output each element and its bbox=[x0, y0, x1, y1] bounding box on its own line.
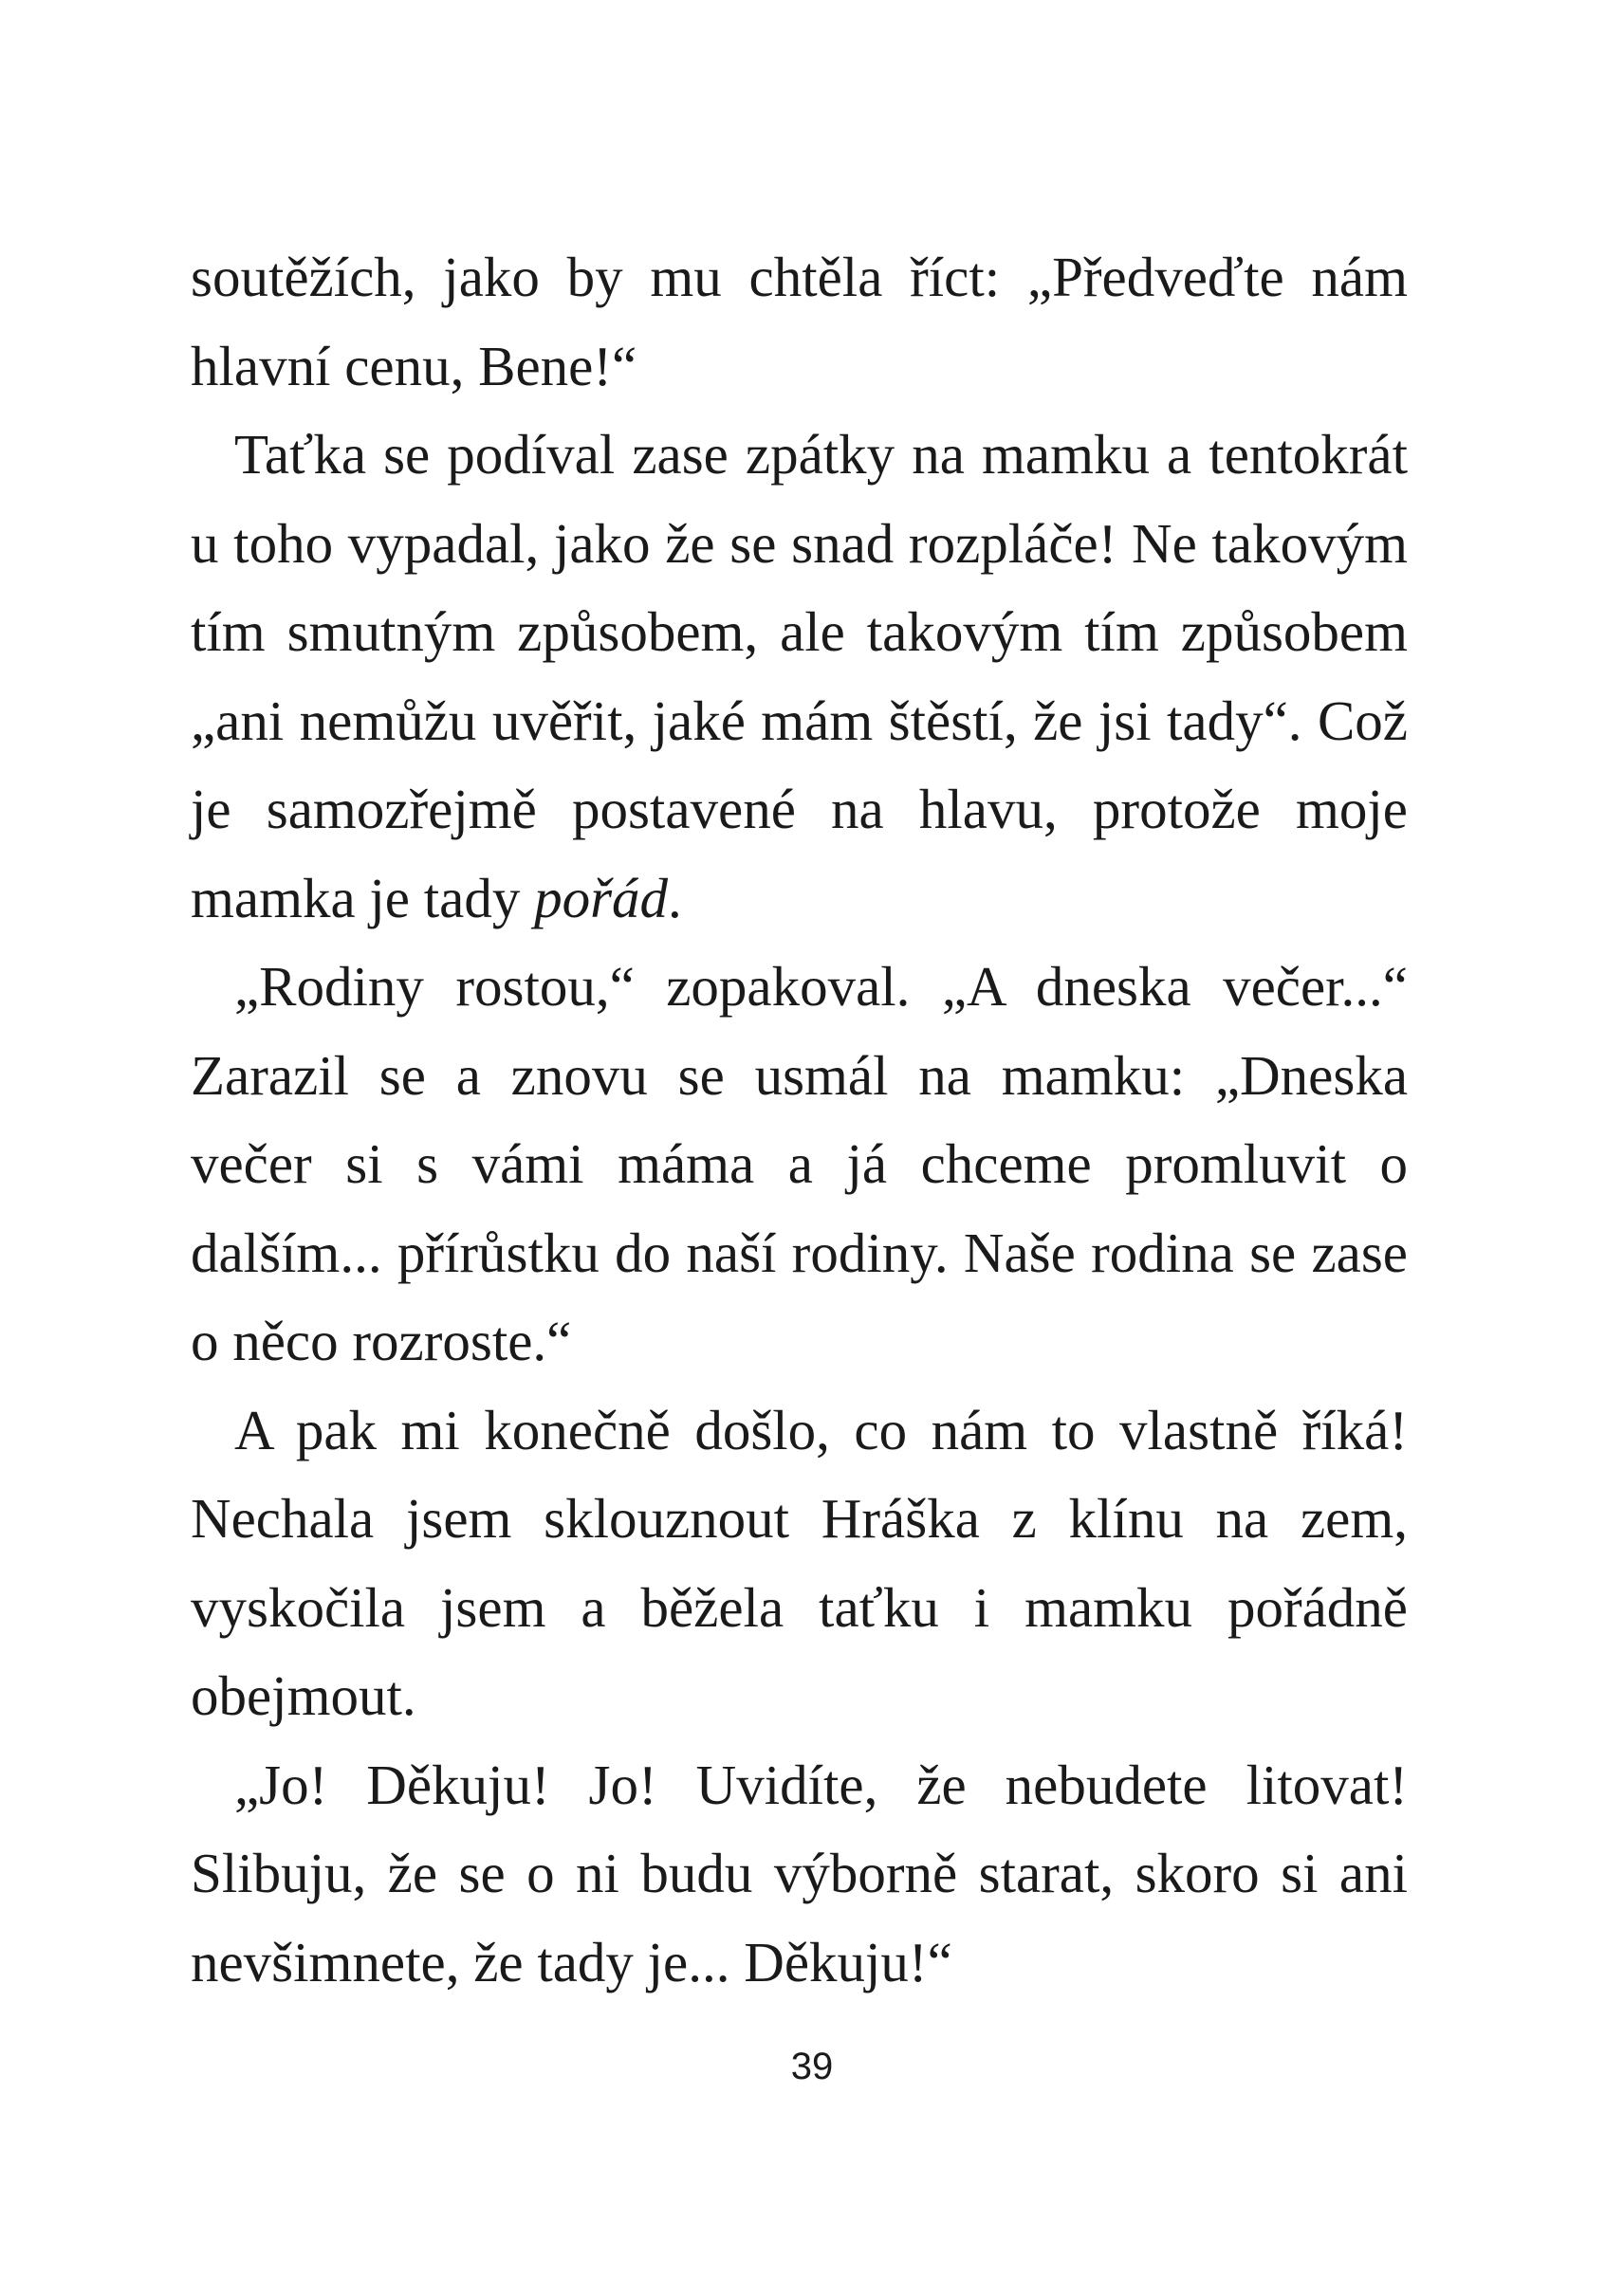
paragraph-1: soutěžích, jako by mu chtěla říct: „Předveďte nám hlavní cenu, Bene!“ bbox=[191, 246, 1408, 397]
page-number: 39 bbox=[790, 2046, 834, 2087]
paragraph-5: „Jo! Děkuju! Jo! Uvidíte, že nebudete litovat! Slibuju, že se o ni budu výborně starat, skoro si ani nevšimnete, že tady je... Děkuju!“ bbox=[191, 1753, 1408, 1993]
paragraph-3: „Rodiny rostou,“ zopakoval. „A dneska večer...“ Zarazil se a znovu se usmál na mamku: „Dneska večer si s vámi máma a já chceme promluvit o dalším... přírůstku do naší rodiny. Naše rodina se zase o něco rozroste.“ bbox=[191, 955, 1408, 1372]
paragraph-4: A pak mi konečně došlo, co nám to vlastně říká! Nechala jsem sklouznout Hráška z klínu na zem, vyskočila jsem a běžela taťku i mamku pořádně obejmout. bbox=[191, 1398, 1408, 1727]
paragraph-2-text: Taťka se podíval zase zpátky na mamku a tentokrát u toho vypadal, jako že se snad rozpláče! Ne takovým tím smutným způsobem, ale takovým tím způsobem „ani nemůžu uvěřit, jaké mám štěstí, že jsi tady“. Což je samozřejmě postavené na hlavu, protože moje mamka je tady bbox=[191, 423, 1408, 929]
body-text bbox=[191, 233, 1408, 2007]
paragraph-2 bbox=[191, 411, 1408, 943]
paragraph-2-emphasis: pořád bbox=[534, 866, 669, 929]
paragraph-2-end: . bbox=[668, 866, 682, 929]
